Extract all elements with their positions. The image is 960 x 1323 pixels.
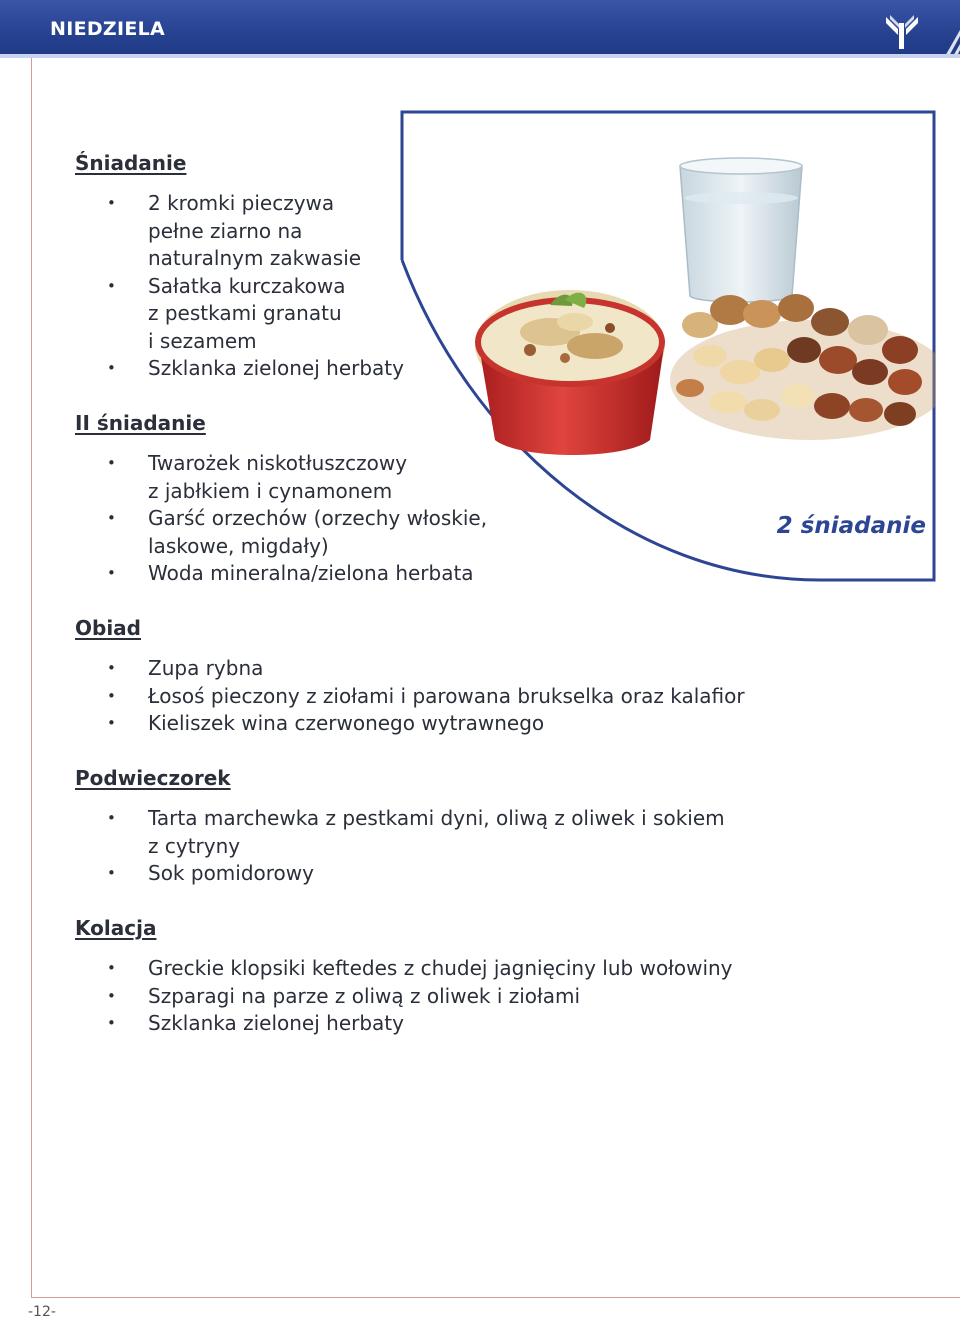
meal-items <box>75 450 487 588</box>
meal-title: Podwieczorek <box>75 766 231 790</box>
meal-item: • Tarta marchewka z pestkami dyni, oliwą z oliwek i sokiem <box>75 805 725 833</box>
meal-item-continuation: z jabłkiem i cynamonem <box>148 478 393 503</box>
meal-item-continuation: naturalnym zakwasie <box>148 246 362 270</box>
meal-item: • Kieliszek wina czerwonego wytrawnego <box>75 710 745 738</box>
page-header <box>0 0 960 58</box>
meal-item: • 2 kromki pieczywa <box>75 190 404 218</box>
meal-item: • Łosoś pieczony z ziołami i parowana brukselka oraz kalafior <box>75 683 745 711</box>
meal-title: Obiad <box>75 616 141 640</box>
header-stripes-decoration <box>900 0 960 58</box>
meal-item: • Szklanka zielonej herbaty <box>75 355 404 383</box>
meal-item-continuation: z cytryny <box>148 833 241 858</box>
meal-section-breakfast <box>75 150 404 383</box>
meal-items <box>75 805 725 888</box>
meal-item: • Szparagi na parze z oliwą z oliwek i ziołami <box>75 983 733 1011</box>
meal-item: • Szklanka zielonej herbaty <box>75 1010 733 1038</box>
meal-items <box>75 655 745 738</box>
page-number: -12- <box>28 1304 56 1320</box>
meal-section-lunch <box>75 615 745 738</box>
day-title: NIEDZIELA <box>50 18 166 40</box>
meal-section-afternoon-snack <box>75 765 725 888</box>
meal-item: • Twarożek niskotłuszczowy <box>75 450 487 478</box>
page-frame-left <box>31 58 32 1298</box>
meal-item: • Garść orzechów (orzechy włoskie, <box>75 505 487 533</box>
meal-title: Śniadanie <box>75 151 187 175</box>
meal-item: • Greckie klopsiki keftedes z chudej jagnięciny lub wołowiny <box>75 955 733 983</box>
meal-title: II śniadanie <box>75 411 206 435</box>
photo-caption: 2 śniadanie <box>776 513 926 539</box>
oatmeal-bowl <box>475 290 665 455</box>
meal-item: • Sok pomidorowy <box>75 860 725 888</box>
meal-item-continuation: z pestkami granatu <box>148 301 342 325</box>
meal-item-continuation: i sezamem <box>148 328 257 353</box>
meal-item: • Zupa rybna <box>75 655 745 683</box>
meal-item: • Sałatka kurczakowa <box>75 273 404 301</box>
meal-item-continuation: pełne ziarno na <box>148 218 303 243</box>
header-underline <box>0 54 960 58</box>
meal-items <box>75 955 733 1038</box>
meal-items <box>75 190 404 383</box>
meal-item-continuation: laskowe, migdały) <box>148 533 329 558</box>
meal-item: • Woda mineralna/zielona herbata <box>75 560 487 588</box>
meal-title: Kolacja <box>75 916 157 940</box>
meal-section-dinner <box>75 915 733 1038</box>
meal-section-second-breakfast <box>75 410 487 588</box>
page-frame-bottom <box>31 1297 960 1298</box>
